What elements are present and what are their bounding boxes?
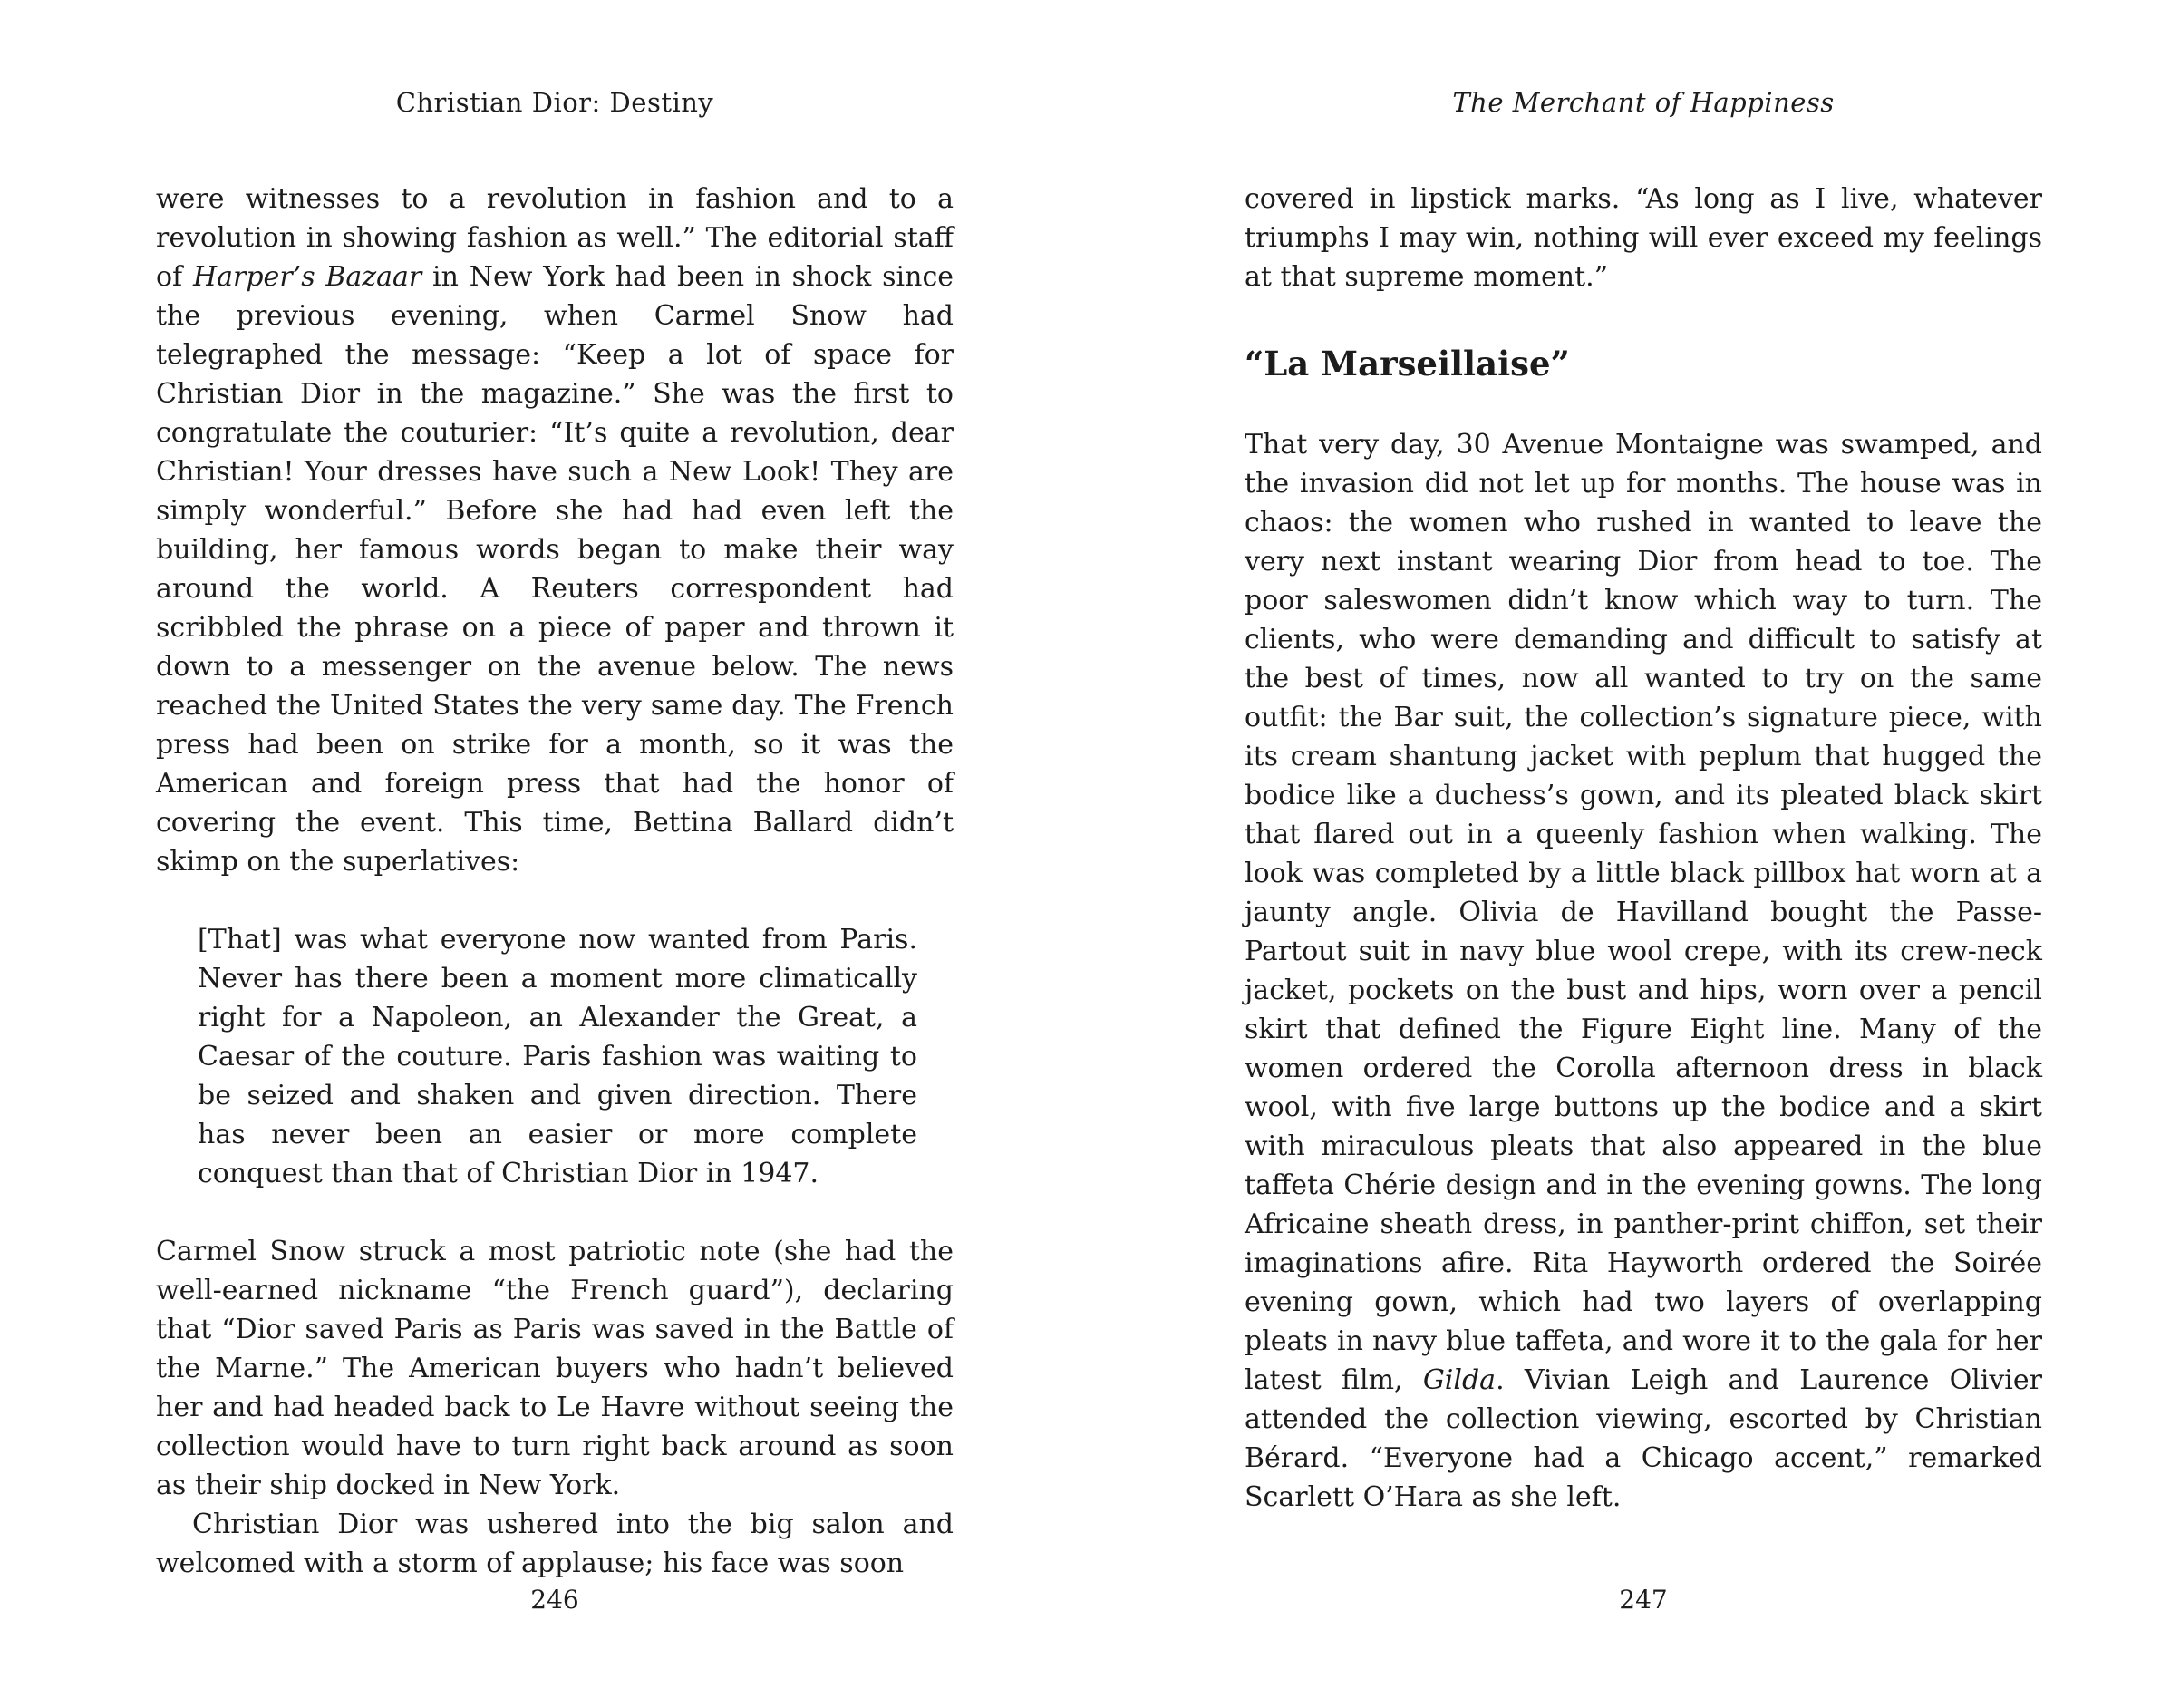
running-header-left: Christian Dior: Destiny	[395, 87, 714, 118]
text-run: Christian Dior was ushered into the big salon and welcomed with a storm of applause; his face was soon	[156, 1509, 954, 1579]
left-page-content	[156, 180, 954, 1583]
text-run: [That] was what everyone now wanted from Paris. Never has there been a moment more climatically right for a Napoleon, an Alexander the Great, a Caesar of the couture. Paris fashion was waiting to be seized and shaken and given direction. There has never been an easier or more complete conquest than that of Christian Dior in 1947.	[198, 924, 917, 1189]
section-heading: “La Marseillaise”	[1245, 344, 1570, 383]
text-run: That very day, 30 Avenue Montaigne was swamped, and the invasion did not let up for months. The house was in chaos: the women who rushed in wanted to leave the very next instant wearing Dior from head to toe. The poor saleswomen didn’t know which way to turn. The clients, who were demanding and difficult to satisfy at the best of times, now all wanted to try on the same outfit: the Bar suit, the collection’s signature piece, with its cream shantung jacket with peplum that hugged the bodice like a duchess’s gown, and its pleated black skirt that flared out in a queenly fashion when walking. The look was completed by a little black pillbox hat worn at a jaunty angle. Olivia de Havilland bought the Passe-Partout suit in navy blue wool crepe, with its crew-neck jacket, pockets on the bust and hips, worn over a pencil skirt that defined the Figure Eight line. Many of the women ordered the Corolla afternoon dress in black wool, with five large buttons up the bodice and a skirt with miraculous pleats that also appeared in the blue taffeta Chérie design and in the evening gowns. The long Africaine sheath dress, in panther-print chiffon, set their imaginations afire. Rita Hayworth ordered the Soirée evening gown, which had two layers of overlapping pleats in navy blue taffeta, and wore it to the gala for her latest film,	[1245, 429, 2042, 1396]
right-page-content	[1245, 180, 2042, 1517]
page-number-right: 247	[1619, 1585, 1668, 1615]
page-right	[1085, 0, 2170, 1708]
text-run: Carmel Snow struck a most patriotic note (she had the well-earned nickname “the French guard”), declaring that “Dior saved Paris as Paris was saved in the Battle of the Marne.” The American buyers who hadn’t believed her and had headed back to Le Havre without seeing the collection would have to turn right back around as soon as their ship docked in New York.	[156, 1236, 954, 1501]
page-number-left: 246	[530, 1585, 579, 1615]
paragraph	[156, 180, 954, 881]
paragraph	[1245, 180, 2042, 296]
italic-text-run: Harper’s Bazaar	[192, 261, 422, 293]
block-quote	[198, 920, 917, 1193]
running-header-right: The Merchant of Happiness	[1452, 87, 1835, 118]
italic-text-run: Gilda	[1422, 1364, 1497, 1396]
text-run: were witnesses to a revolution in fashion and to a revolution in showing fashion as well.” The editorial staff of	[156, 183, 954, 293]
text-run: . Vivian Leigh and Laurence Olivier attended the collection viewing, escorted by Christian Bérard. “Everyone had a Chicago accent,” remarked Scarlett O’Hara as she left.	[1245, 1364, 2042, 1513]
paragraph	[156, 1505, 954, 1583]
text-run: in New York had been in shock since the previous evening, when Carmel Snow had telegraphed the message: “Keep a lot of space for Christian Dior in the magazine.” She was the first to congratulate the couturier: “It’s quite a revolution, dear Christian! Your dresses have such a New Look! They are simply wonderful.” Before she had had even left the building, her famous words began to make their way around the world. A Reuters correspondent had scribbled the phrase on a piece of paper and thrown it down to a messenger on the avenue below. The news reached the United States the very same day. The French press had been on strike for a month, so it was the American and foreign press that had the honor of covering the event. This time, Bettina Ballard didn’t skimp on the superlatives:	[156, 261, 954, 878]
paragraph	[156, 1232, 954, 1505]
paragraph	[1245, 425, 2042, 1517]
text-run: covered in lipstick marks. “As long as I live, whatever triumphs I may win, nothing will ever exceed my feelings at that supreme moment.”	[1245, 183, 2042, 293]
